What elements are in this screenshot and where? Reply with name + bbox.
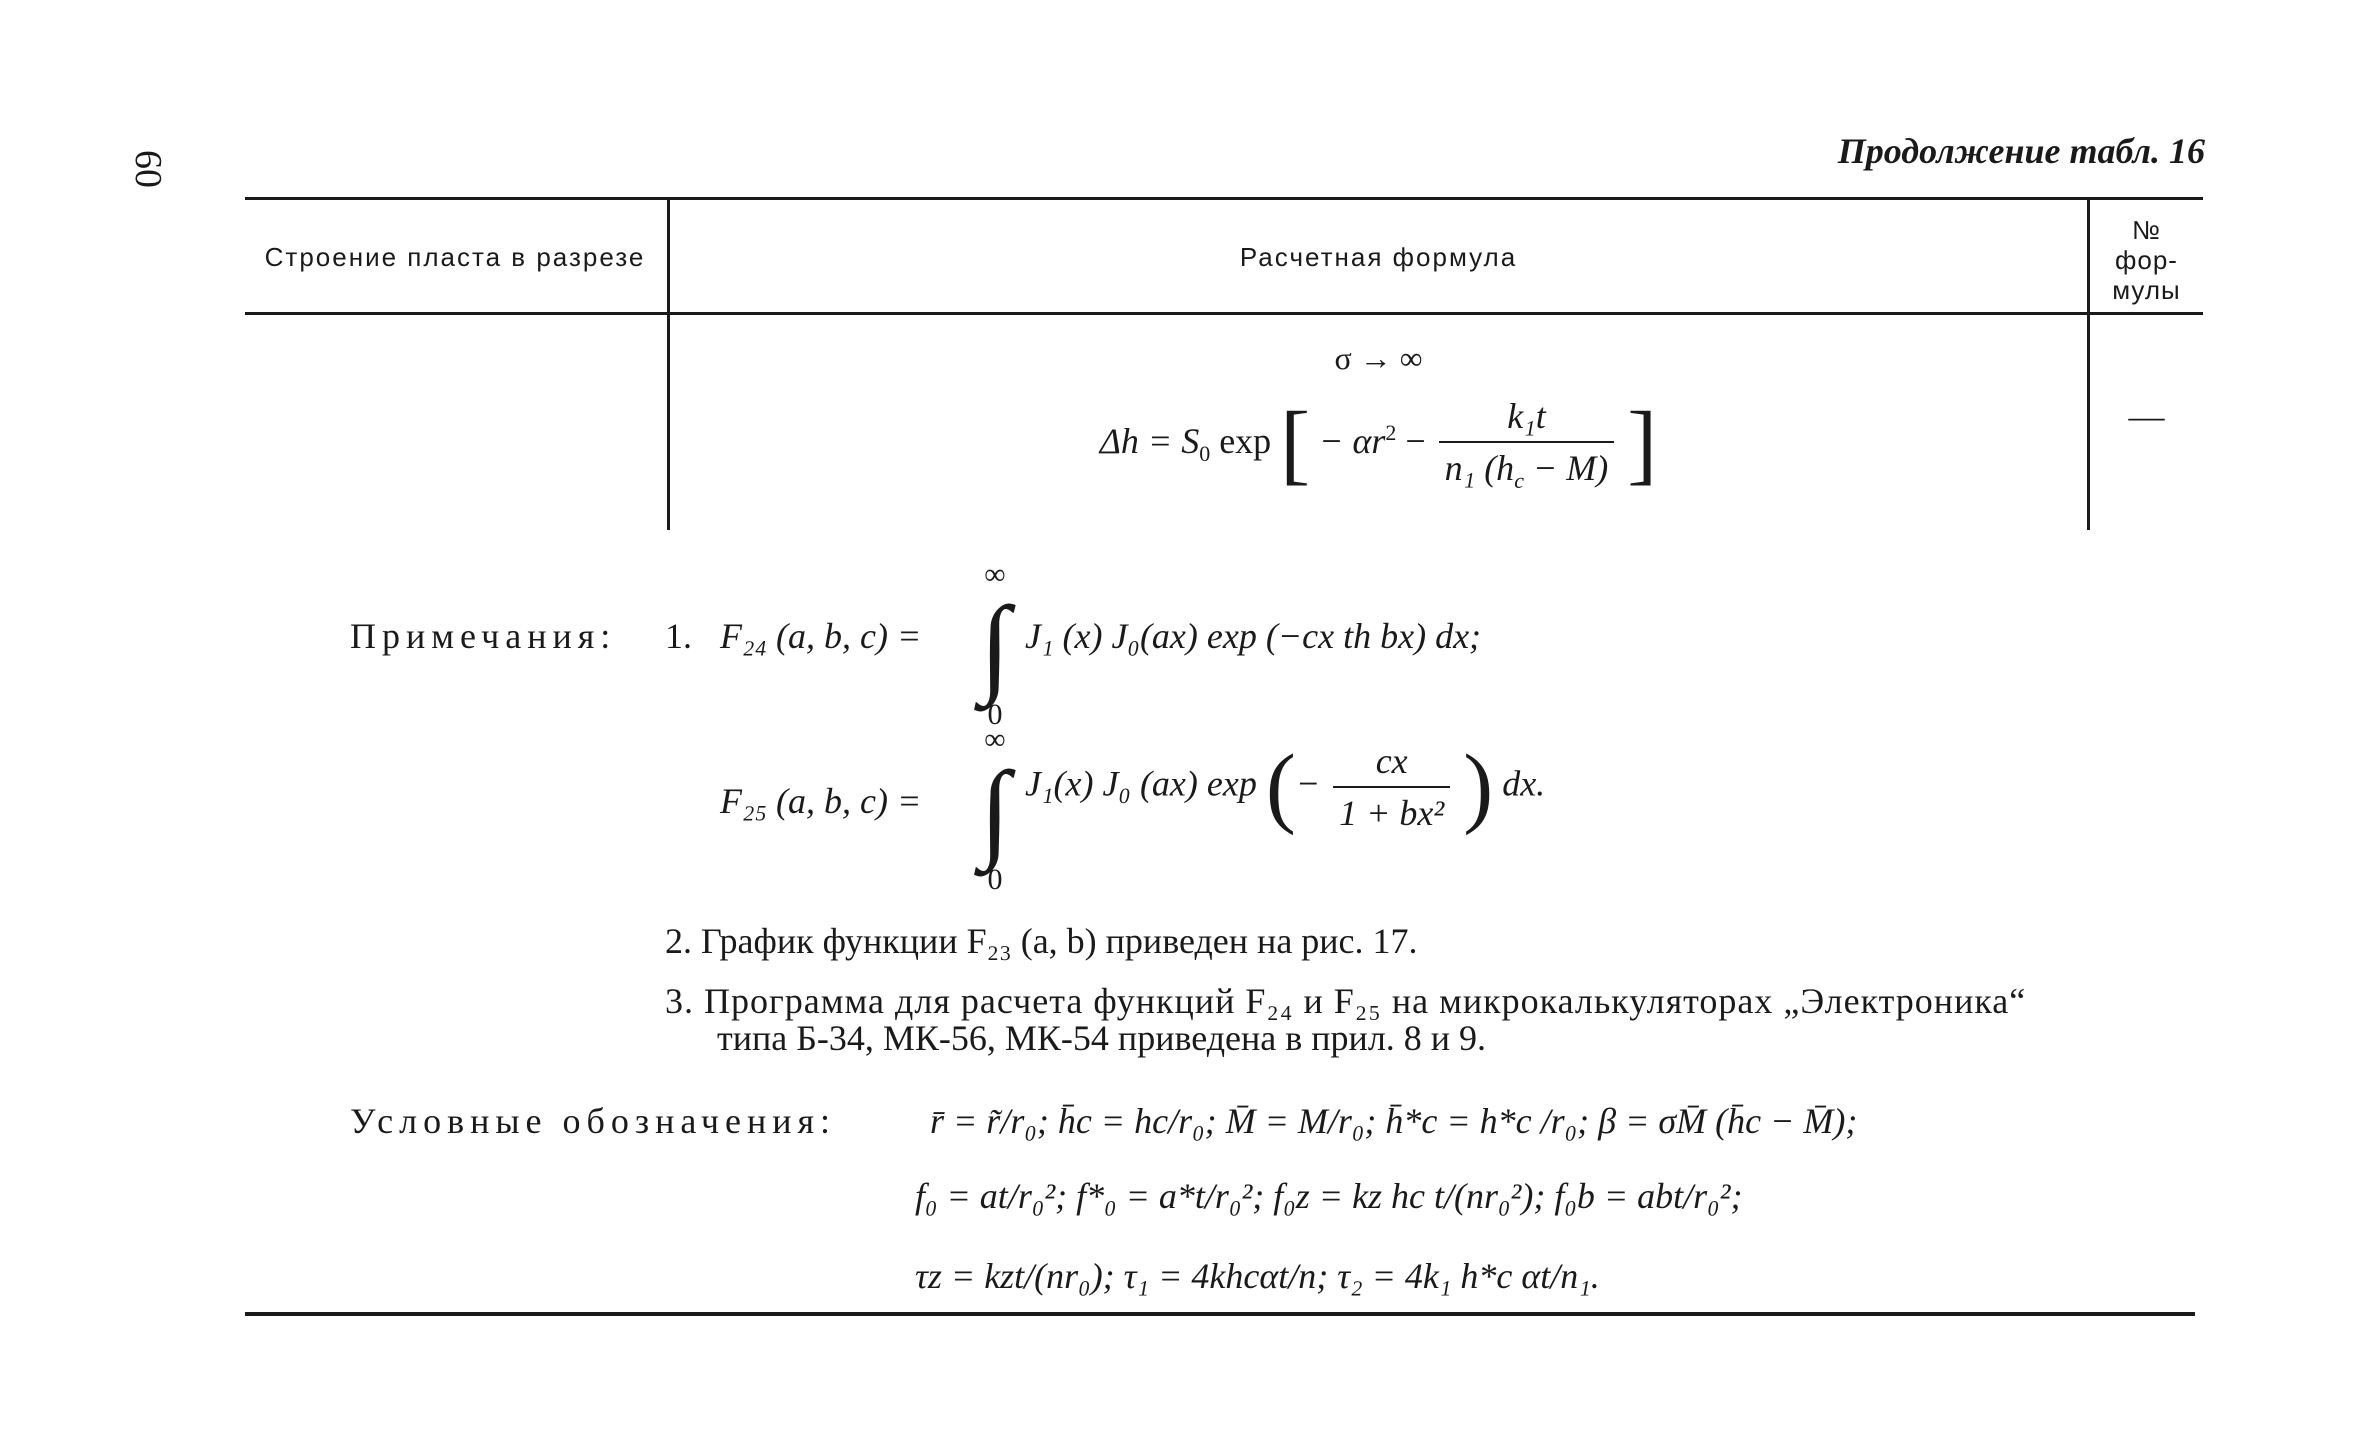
symbols-line1: r̄ = r̃/r₀; h̄c = hc/r₀; M̄ = M/r₀; h̄*c = h*c /r₀; β = σM̄ (h̄c − M̄);: [930, 1101, 1858, 1141]
formula-fraction: [1439, 395, 1615, 494]
f25-lhs: F₂₅ (a, b, c) =: [720, 781, 922, 821]
formula-lhs: Δh = S: [1099, 420, 1200, 461]
note3-line2: типа Б-34, МК-56, МК-54 приведена в прил. 8 и 9.: [717, 1018, 1487, 1058]
note2: 2. График функции F₂₃ (a, b) приведен на рис. 17.: [665, 921, 1418, 961]
table-header-bottom-rule: [245, 312, 2203, 315]
fraction-numerator: k₁t: [1507, 396, 1546, 436]
table-continuation-title: Продолжение табл. 16: [1837, 131, 2205, 171]
limit-condition: σ → ∞: [1334, 340, 1423, 376]
den-sub: c: [1514, 468, 1524, 494]
bottom-rule: [245, 1312, 2195, 1316]
den-tail: − M): [1523, 448, 1609, 488]
f25-lower-limit: 0: [987, 863, 1003, 896]
f24-upper-limit: ∞: [984, 558, 1006, 591]
bracket-left: [: [1280, 394, 1311, 494]
symbols-line2: f₀ = at/r₀²; f*₀ = a*t/r₀²; f₀z = kz hc t/(nr₀²); f₀b = abt/r₀²;: [915, 1176, 1743, 1216]
formula-term1: − αr: [1319, 420, 1386, 461]
f25-frac-den: 1 + bx²: [1333, 786, 1450, 834]
f24-integral-sign: ∫: [979, 584, 1011, 706]
f25-paren-left: (: [1265, 737, 1296, 836]
note1-number: 1.: [665, 616, 692, 656]
f24-lower-limit: 0: [987, 698, 1003, 731]
f25-upper-limit: ∞: [984, 723, 1006, 756]
f25-integral-sign: ∫: [979, 749, 1011, 871]
table-top-rule: [245, 197, 2203, 200]
den-head: n₁ (h: [1444, 448, 1515, 488]
header-number-sign: №: [2132, 215, 2161, 245]
f25-paren-right: ): [1463, 737, 1494, 836]
symbols-line3: τz = kzt/(nr₀); τ₁ = 4khcαt/n; τ₂ = 4k₁ h*c αt/n₁.: [915, 1256, 1600, 1296]
header-number-line2: фор-: [2115, 245, 2178, 275]
header-structure: Строение пласта в разрезе: [264, 242, 646, 272]
f25-rhs-a: J₁(x) J₀ (ax) exp: [1025, 763, 1257, 804]
f24-rhs: J₁ (x) J₀(ax) exp (−cx th bx) dx;: [1025, 616, 1482, 656]
f25-fraction: [1333, 740, 1450, 834]
formula-sub0: 0: [1199, 441, 1211, 467]
page-number: 60: [127, 150, 169, 188]
header-number-line3: мулы: [2112, 275, 2181, 305]
note3-line1: 3. Программа для расчета функций F₂₄ и F₂₅ на микрокалькуляторах „Электроника“: [665, 981, 2027, 1021]
f25-integral: [965, 725, 1025, 895]
symbols-label: Условные обозначения:: [350, 1101, 837, 1141]
notes-label: Примечания:: [350, 616, 617, 656]
f25-rhs: J₁(x) J₀ (ax) exp (− $\frac{cx}{\text{1 + bx²}}$ ) dx.: [1025, 737, 1546, 836]
fraction-denominator: [1439, 441, 1615, 494]
header-formula: Расчетная формула: [1239, 242, 1518, 272]
formula-number-dash: —: [2128, 396, 2165, 436]
f24-lhs: F₂₄ (a, b, c) =: [720, 616, 922, 656]
formula-minus: −: [1405, 420, 1426, 461]
formula-exp: exp: [1219, 420, 1272, 461]
f24-integral: [965, 560, 1025, 730]
bracket-right: ]: [1627, 394, 1658, 494]
formula-square: 2: [1385, 419, 1397, 445]
f25-rhs-b: dx.: [1502, 763, 1546, 804]
drawdown-formula: [670, 395, 2087, 494]
header-formula-number: [2090, 215, 2203, 305]
f25-frac-num: cx: [1375, 741, 1408, 781]
